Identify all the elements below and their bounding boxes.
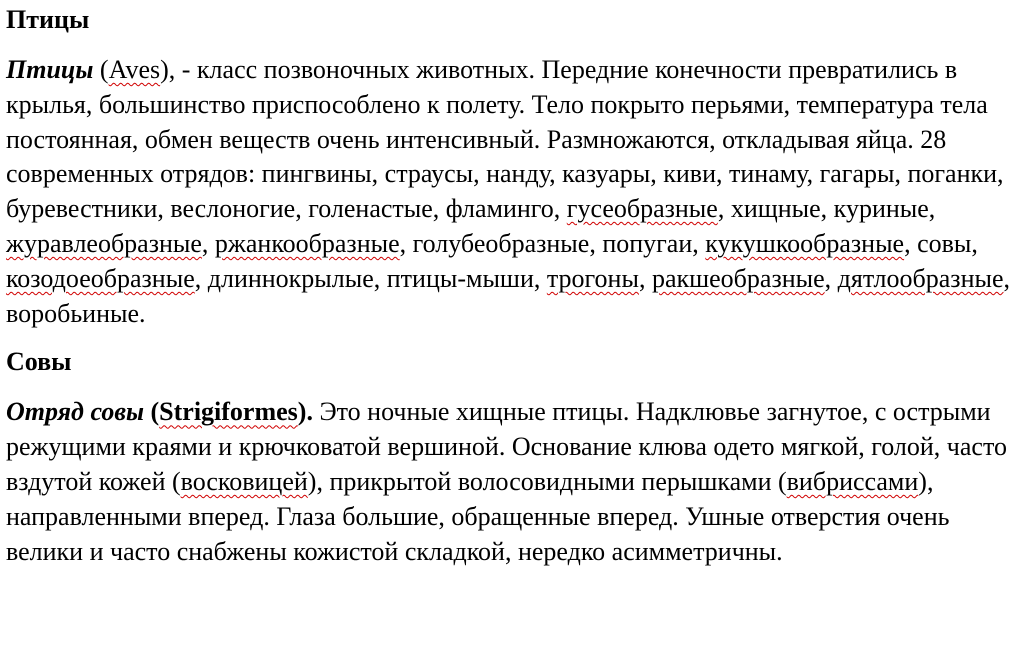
latin-name-aves: Aves <box>108 55 161 84</box>
text-fragment: ), направленными вперед. Глаза большие, обращенные вперед. Ушные отверстия очень велики и часто снабжены кожистой складкой, нередко асимметричны. <box>6 466 950 566</box>
text-fragment: , совы, <box>904 228 978 258</box>
spellcheck-word: кукушкообразные <box>705 228 905 258</box>
spellcheck-word: журавлеобразные <box>6 228 202 258</box>
text-fragment: , <box>824 263 838 293</box>
spellcheck-word: вибриссами <box>786 466 919 496</box>
text-fragment: Это ночные хищные птицы. Надклювье загнутое, с острыми режущими краями и крючковатой вершиной. Основание клюва одето мягкой, голой, часто вздутой кожей ( <box>6 397 1007 496</box>
text-fragment: , <box>638 263 652 293</box>
paragraph-birds <box>6 53 1016 331</box>
text-fragment: ). <box>297 397 313 427</box>
spellcheck-word: ржанкообразные <box>214 228 400 258</box>
heading-owls: Совы <box>6 347 72 377</box>
latin-name-strigiformes: Strigiformes <box>159 397 298 427</box>
text-fragment: , длиннокрылые, птицы-мыши, <box>194 263 547 293</box>
text-fragment: , воробьиные. <box>6 263 1010 328</box>
spellcheck-word: трогоны <box>546 263 639 293</box>
text-fragment: ), - класс позвоночных животных. Передние конечности превратились в крылья, большинство приспособлено к полету. Тело покрыто перьями, температура тела постоянная, обмен веществ очень интенсивный. Размножаются, откладывая яйца. 28 современных отрядов: пингвины, страусы, нанду, казуары, киви, тинаму, гагары, поганки, буревестники, веслоногие, голенастые, фламинго, <box>6 55 1004 224</box>
spellcheck-word: ракшеобразные <box>651 263 825 293</box>
text-fragment: ( <box>144 397 160 427</box>
term-birds: Птицы <box>6 55 94 84</box>
spellcheck-word: восковицей <box>180 466 308 496</box>
text-fragment: , хищные, куриные, <box>717 194 936 224</box>
text-fragment: , голубеобразные, попугаи, <box>399 228 706 258</box>
paragraph-owls <box>6 395 1016 569</box>
term-owls: Отряд совы <box>6 397 144 427</box>
text-fragment: , <box>201 228 215 258</box>
spellcheck-word: гусеобразные <box>566 194 718 224</box>
heading-birds: Птицы <box>6 5 90 34</box>
text-fragment: ), прикрытой волосовидными перышками ( <box>307 466 787 496</box>
text-fragment: ( <box>93 55 109 84</box>
spellcheck-word: козодоеобразные <box>6 263 195 293</box>
spellcheck-word: дятлообразные <box>837 263 1004 293</box>
